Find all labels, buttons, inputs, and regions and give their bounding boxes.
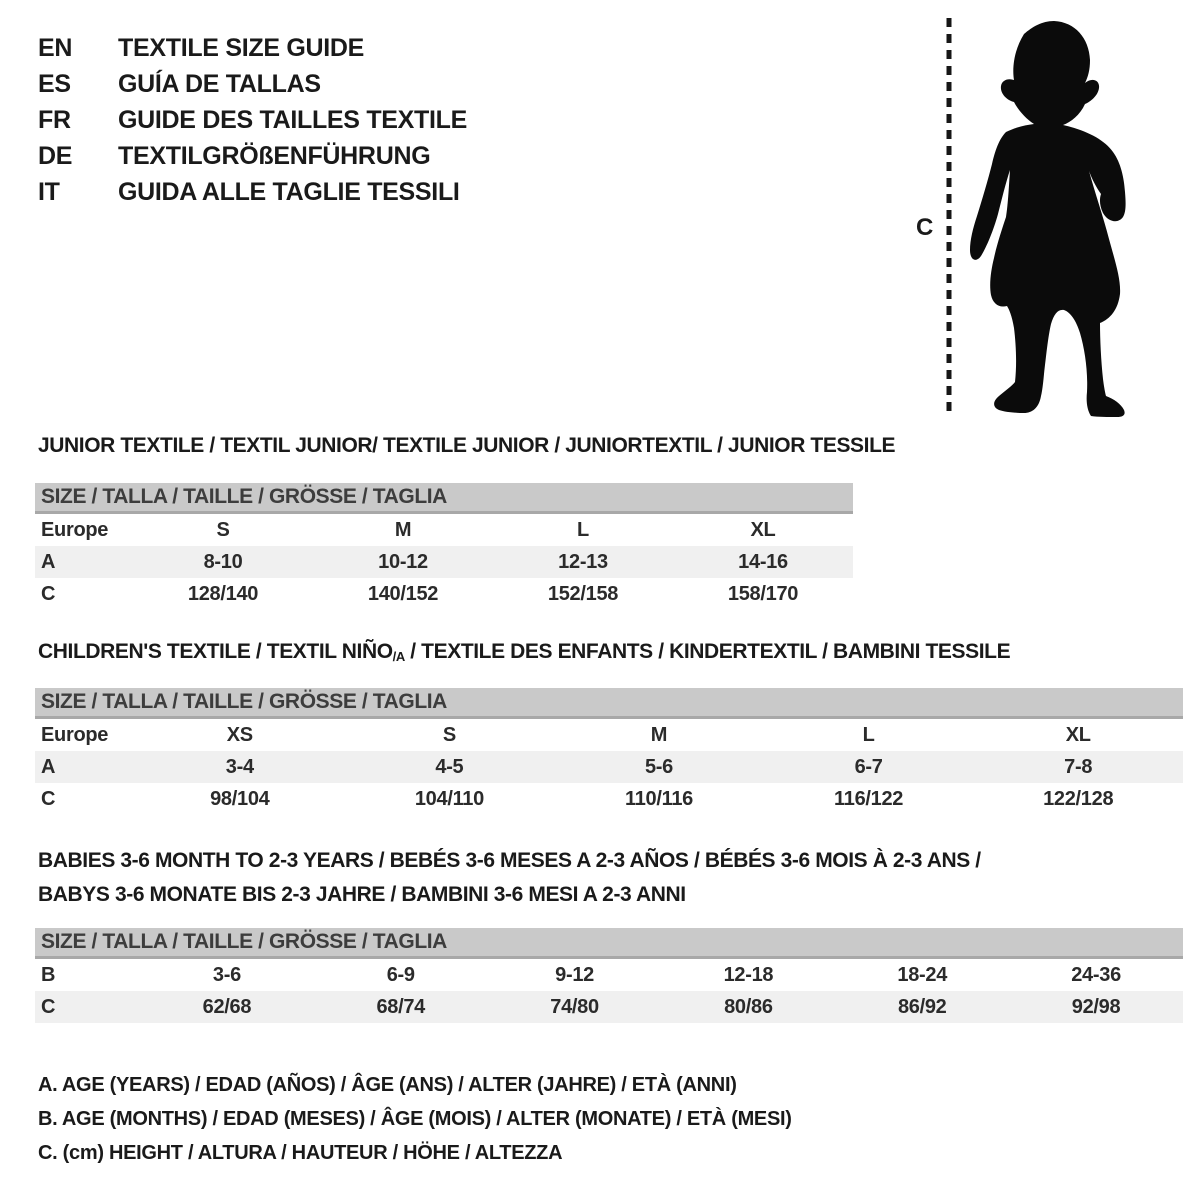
children-title-rest: / TEXTILE DES ENFANTS / KINDERTEXTIL / BAMBINI TESSILE [404,640,1011,663]
age-cell: 12-18 [723,963,774,986]
height-cell: 128/140 [187,582,259,605]
age-cell: 6-9 [386,963,415,986]
guide-title-es: GUÍA DE TALLAS [118,70,321,98]
size-cell: L [862,723,875,746]
height-cell: 104/110 [414,787,484,810]
row-label: C [41,582,56,605]
row-label: C [35,991,140,1023]
height-cell: 152/158 [547,582,619,605]
table-row [35,783,1183,815]
size-cell: XL [750,518,776,541]
section-title-babies-line1: BABIES 3-6 MONTH TO 2-3 YEARS / BEBÉS 3-6 MESES A 2-3 AÑOS / BÉBÉS 3-6 MOIS À 2-3 ANS / [38,849,981,872]
language-code: EN [38,34,73,62]
guide-title-de: TEXTILGRÖßENFÜHRUNG [118,142,431,170]
height-cell: 62/68 [140,991,314,1023]
row-label: A [35,751,135,783]
height-cell: 98/104 [210,787,270,810]
age-cell: 8-10 [133,546,313,578]
table-row [35,959,1183,991]
size-header-bar: SIZE / TALLA / TAILLE / GRÖSSE / TAGLIA [35,928,1183,959]
age-cell: 9-12 [555,963,594,986]
age-cell: 3-4 [135,751,345,783]
size-cell: XS [226,723,253,746]
language-row-es [38,66,467,102]
row-label: A [35,546,133,578]
section-title-junior: JUNIOR TEXTILE / TEXTIL JUNIOR/ TEXTILE JUNIOR / JUNIORTEXTIL / JUNIOR TESSILE [38,434,896,457]
babies-size-table [35,928,1183,1023]
age-cell: 24-36 [1071,963,1121,986]
junior-size-table [35,483,853,610]
height-dotted-line [944,16,954,420]
size-cell: S [216,518,230,541]
guide-title-fr: GUIDE DES TAILLES TEXTILE [118,106,468,134]
height-cell: 110/116 [624,787,693,810]
guide-title-it: GUIDA ALLE TAGLIE TESSILI [118,178,460,206]
height-cell: 92/98 [1009,991,1183,1023]
table-row [35,719,1183,751]
toddler-silhouette-icon [968,18,1143,418]
table-row [35,546,853,578]
age-cell: 14-16 [673,546,853,578]
age-cell: 5-6 [554,751,764,783]
language-code: IT [38,178,60,206]
height-cell: 74/80 [488,991,662,1023]
children-title-sub: /A [392,649,405,664]
section-title-children [38,640,1010,664]
language-title-list [38,30,467,210]
language-row-fr [38,102,467,138]
height-cell: 68/74 [314,991,488,1023]
legend-age-years: A. AGE (YEARS) / EDAD (AÑOS) / ÂGE (ANS) / ALTER (JAHRE) / ETÀ (ANNI) [38,1074,737,1096]
height-measure-figure [900,14,1160,424]
guide-title-en: TEXTILE SIZE GUIDE [118,34,365,62]
size-cell: L [577,518,589,541]
height-cell: 140/152 [367,582,439,605]
height-cell: 122/128 [1043,787,1114,810]
language-code: DE [38,142,73,170]
legend-age-months: B. AGE (MONTHS) / EDAD (MESES) / ÂGE (MOIS) / ALTER (MONATE) / ETÀ (MESI) [38,1108,792,1130]
height-cell: 116/122 [834,787,904,810]
age-cell: 6-7 [764,751,974,783]
size-cell: M [650,723,668,746]
table-row [35,578,853,610]
language-row-en [38,30,467,66]
language-code: ES [38,70,71,98]
size-cell: S [442,723,456,746]
age-cell: 12-13 [493,546,673,578]
age-cell: 7-8 [973,751,1183,783]
table-row [35,991,1183,1023]
height-measure-label: C [916,214,934,241]
legend-height-cm: C. (cm) HEIGHT / ALTURA / HAUTEUR / HÖHE / ALTEZZA [38,1142,563,1164]
height-cell: 86/92 [835,991,1009,1023]
height-cell: 158/170 [727,582,799,605]
measurement-legend [38,1068,792,1170]
children-size-table [35,688,1183,815]
size-header-bar: SIZE / TALLA / TAILLE / GRÖSSE / TAGLIA [35,483,853,514]
size-header-bar: SIZE / TALLA / TAILLE / GRÖSSE / TAGLIA [35,688,1183,719]
age-cell: 3-6 [212,963,241,986]
row-label: Europe [41,518,109,541]
age-cell: 4-5 [345,751,555,783]
size-cell: M [394,518,412,541]
height-cell: 80/86 [661,991,835,1023]
row-label: B [41,963,56,986]
size-cell: XL [1065,723,1091,746]
table-row [35,514,853,546]
section-title-babies-line2: BABYS 3-6 MONATE BIS 2-3 JAHRE / BAMBINI 3-6 MESI A 2-3 ANNI [38,883,686,906]
row-label: C [41,787,56,810]
language-code: FR [38,106,71,134]
row-label: Europe [41,723,109,746]
table-row [35,751,1183,783]
children-title-main: CHILDREN'S TEXTILE / TEXTIL NIÑO [38,640,393,663]
age-cell: 18-24 [897,963,948,986]
age-cell: 10-12 [313,546,493,578]
language-row-de [38,138,467,174]
language-row-it [38,174,467,210]
